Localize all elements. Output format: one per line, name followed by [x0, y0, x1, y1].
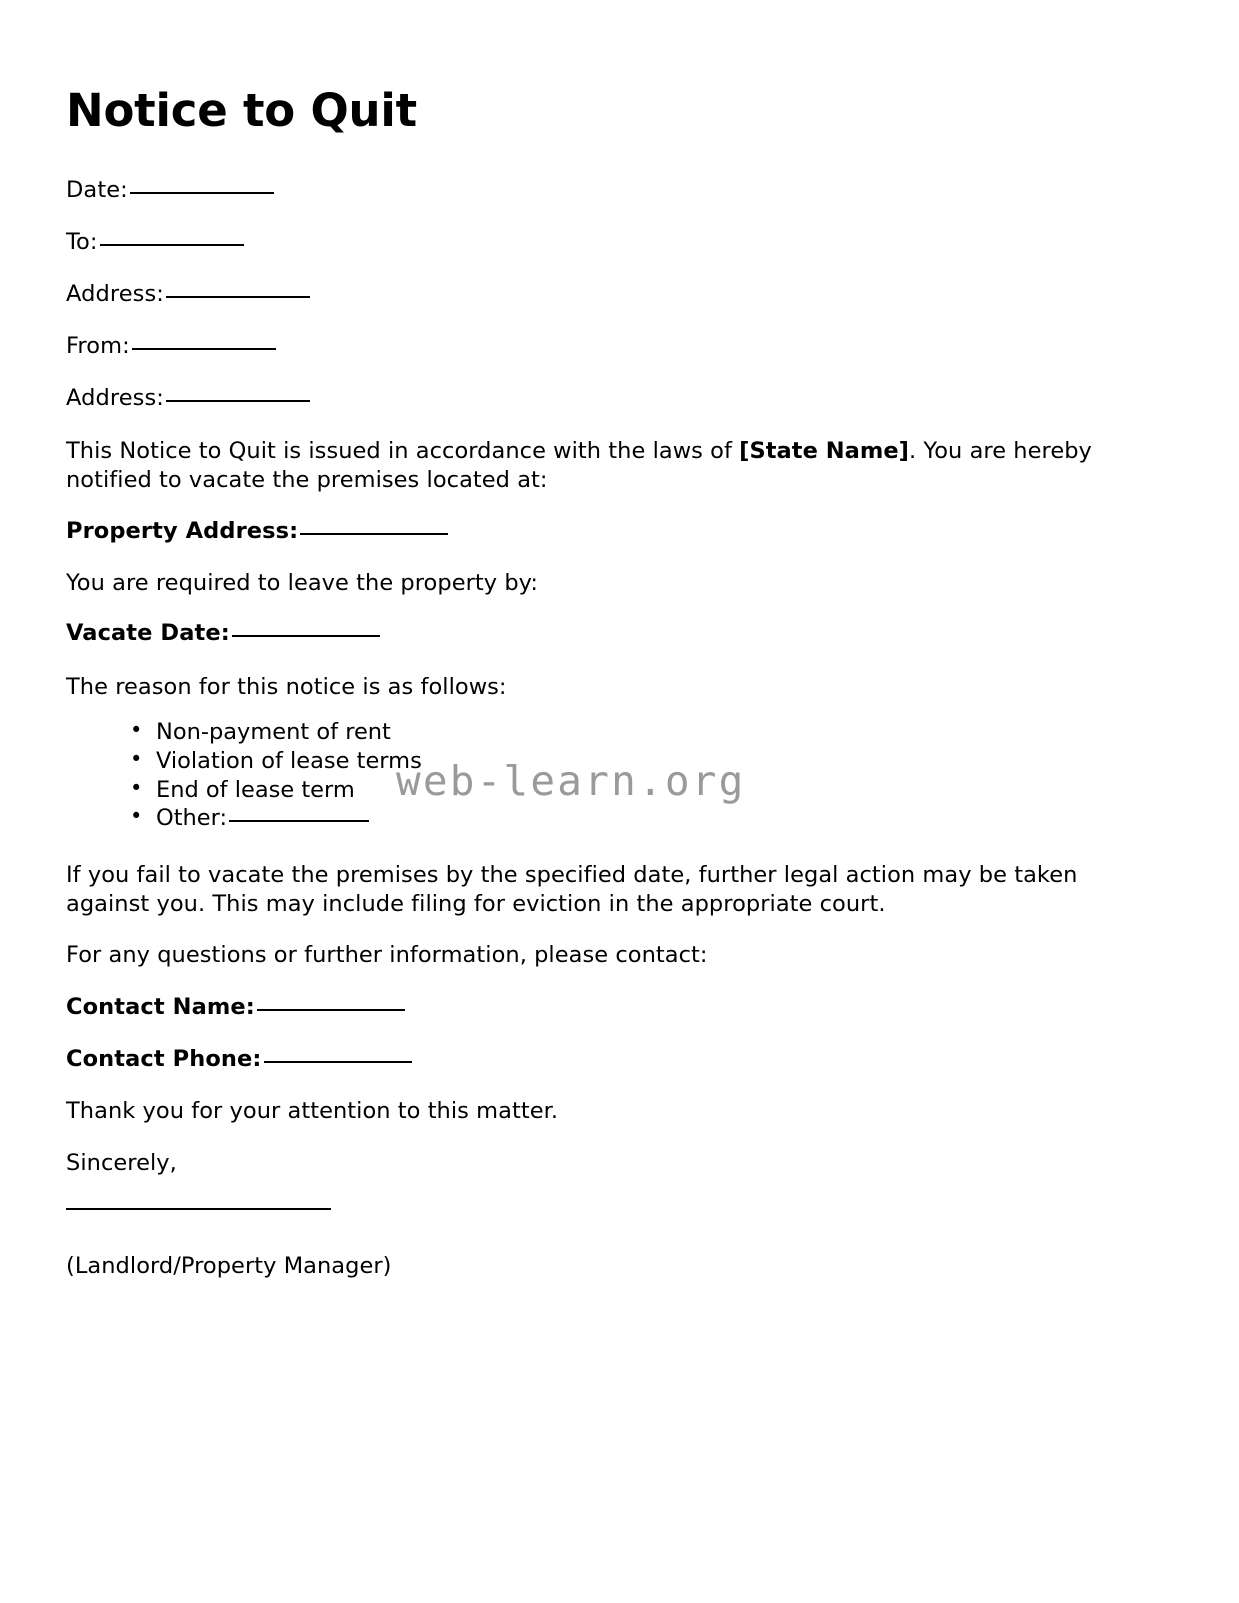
contact-phone-field [66, 1046, 412, 1072]
reason-intro: The reason for this notice is as follows: [66, 674, 507, 700]
watermark-text: web-learn.org [396, 757, 746, 805]
reason-label: Other: [156, 805, 228, 832]
field-date-label: Date: [66, 177, 128, 203]
signature-line[interactable] [66, 1208, 331, 1210]
field-date-blank[interactable] [130, 192, 274, 194]
contact-intro: For any questions or further information, please contact: [66, 942, 708, 968]
reason-other-blank[interactable] [229, 820, 369, 822]
field-from [66, 332, 276, 360]
legal-warning-paragraph: If you fail to vacate the premises by the specified date, further legal action may be taken against you. This may include filing for eviction in the appropriate court. [66, 862, 1078, 917]
vacate-date-blank[interactable] [232, 635, 380, 637]
property-address-blank[interactable] [300, 533, 448, 535]
field-to-label: To: [66, 229, 98, 255]
field-address-from [66, 384, 310, 412]
field-from-label: From: [66, 333, 130, 359]
reason-label: Non-payment of rent [156, 719, 391, 745]
state-name-placeholder: [State Name] [739, 438, 910, 464]
leave-by-text: You are required to leave the property by: [66, 570, 539, 596]
reason-label: End of lease term [156, 776, 355, 803]
contact-phone-blank[interactable] [264, 1061, 412, 1063]
field-to-blank[interactable] [100, 244, 244, 246]
contact-name-label: Contact Name: [66, 994, 255, 1020]
field-address-to [66, 280, 310, 308]
vacate-date-label: Vacate Date: [66, 620, 230, 646]
contact-name-blank[interactable] [257, 1009, 405, 1011]
list-item [128, 718, 766, 747]
list-item [128, 804, 766, 833]
field-address-from-blank[interactable] [166, 400, 310, 402]
field-address-to-label: Address: [66, 281, 164, 307]
contact-phone-label: Contact Phone: [66, 1046, 262, 1072]
intro-paragraph-before: This Notice to Quit is issued in accordance with the laws of [66, 438, 740, 464]
signature-caption: (Landlord/Property Manager) [66, 1253, 392, 1279]
page-title: Notice to Quit [66, 84, 417, 137]
field-to [66, 228, 244, 256]
contact-name-field [66, 994, 405, 1020]
field-from-blank[interactable] [132, 348, 276, 350]
intro-paragraph-after: . You are hereby notified to vacate the premises located at: [66, 438, 1092, 493]
field-address-to-blank[interactable] [166, 296, 310, 298]
field-date [66, 176, 274, 204]
intro-paragraph [66, 437, 1148, 495]
thanks-text: Thank you for your attention to this matter. [66, 1098, 559, 1124]
closing-text: Sincerely, [66, 1150, 177, 1176]
property-address-field [66, 518, 448, 544]
vacate-date-field [66, 620, 380, 646]
reason-label: Violation of lease terms [156, 747, 422, 774]
property-address-label: Property Address: [66, 518, 299, 544]
field-address-from-label: Address: [66, 385, 164, 411]
